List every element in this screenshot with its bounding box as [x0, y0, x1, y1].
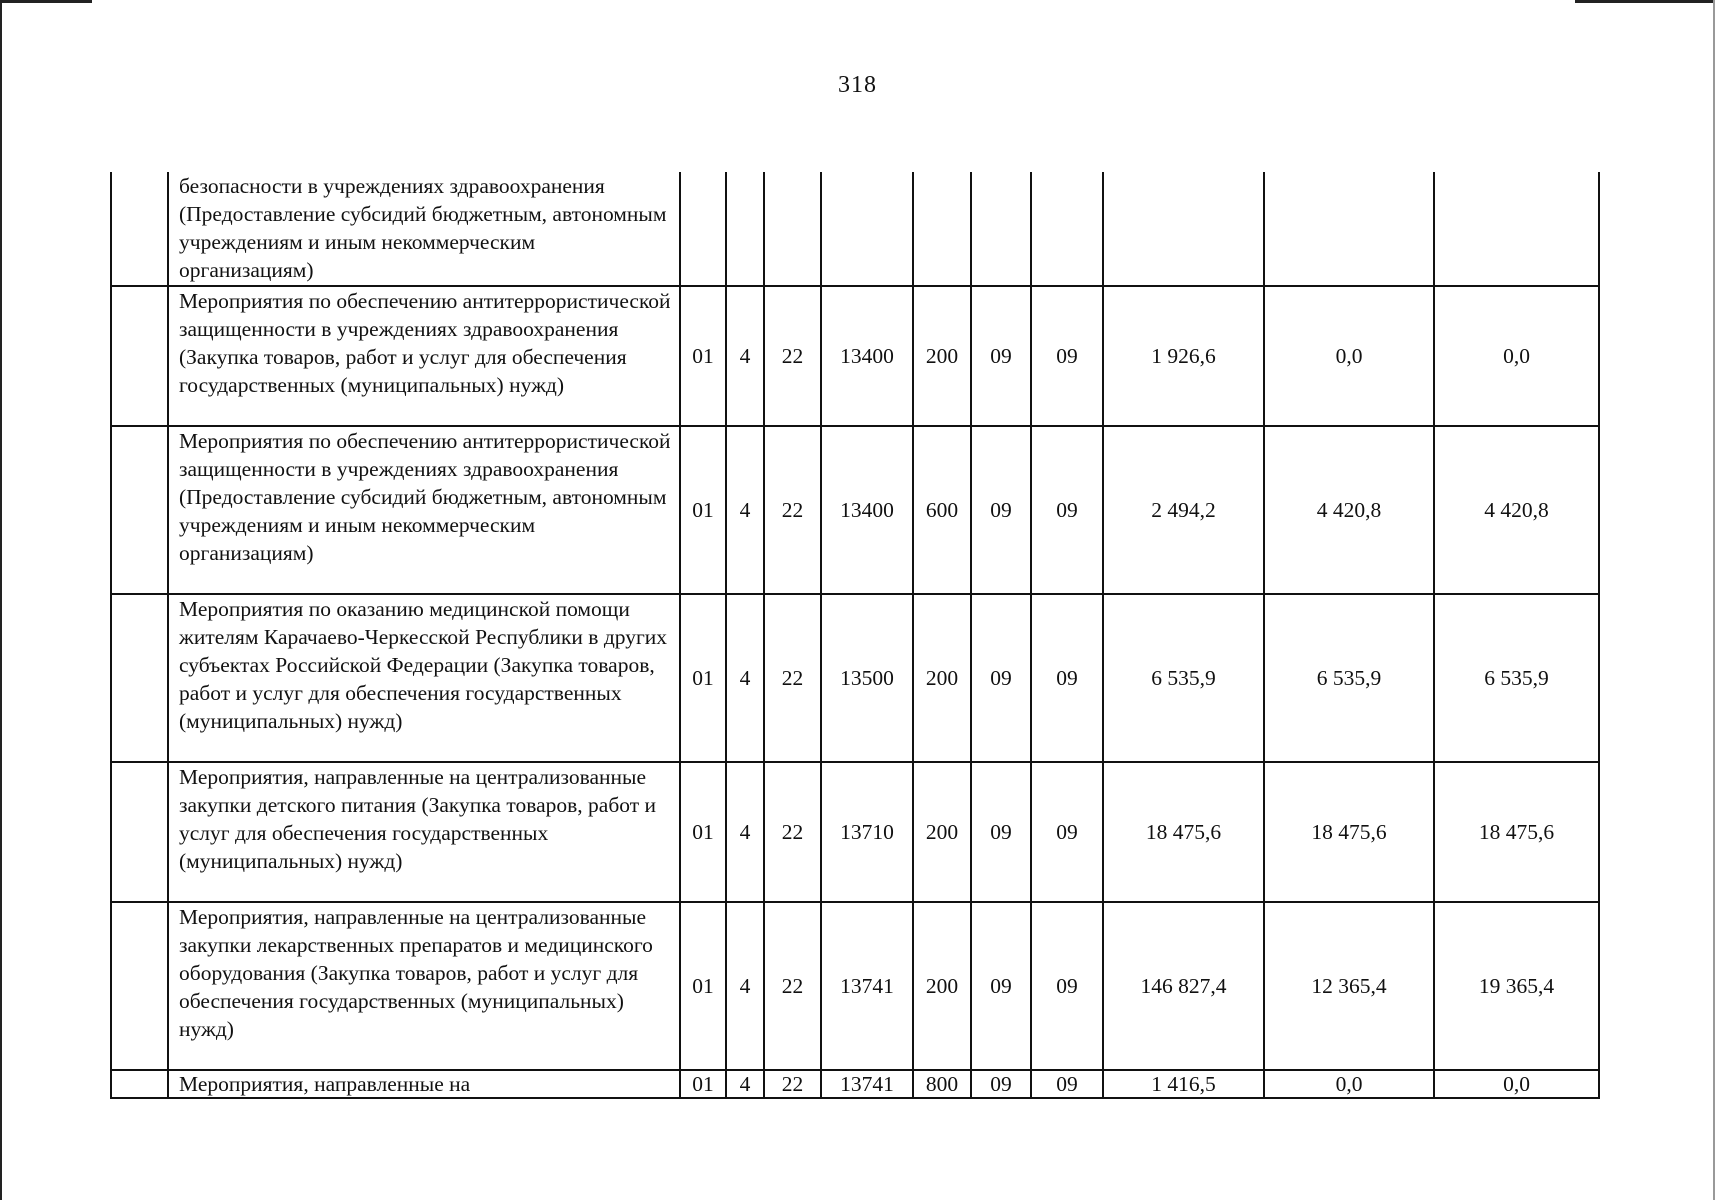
amount-cell: [1264, 172, 1434, 286]
amount-cell: 0,0: [1434, 1070, 1599, 1098]
code-cell: [764, 172, 821, 286]
table-row: [111, 1070, 1599, 1098]
table-row: [111, 902, 1599, 1070]
description-cell: безопасности в учреждениях здравоохранения (Предоставление субсидий бюджетным, автономным учреждениям и иным некоммерческим организациям): [168, 172, 680, 286]
amount-cell: 4 420,8: [1264, 426, 1434, 594]
page-number: 318: [838, 72, 877, 98]
code-cell: 01: [680, 762, 726, 902]
code-cell: 13741: [821, 1070, 913, 1098]
code-cell: 09: [971, 594, 1031, 762]
code-cell: 200: [913, 594, 971, 762]
description-cell: Мероприятия по обеспечению антитеррористической защищенности в учреждениях здравоохранения (Закупка товаров, работ и услуг для обеспечения государственных (муниципальных) нужд): [168, 286, 680, 426]
code-cell: 22: [764, 594, 821, 762]
code-cell: 4: [726, 762, 764, 902]
code-cell: 4: [726, 1070, 764, 1098]
amount-cell: 12 365,4: [1264, 902, 1434, 1070]
amount-cell: 6 535,9: [1264, 594, 1434, 762]
code-cell: [821, 172, 913, 286]
table-row: [111, 172, 1599, 286]
code-cell: 01: [680, 1070, 726, 1098]
scan-border-left: [0, 0, 2, 1200]
code-cell: 09: [1031, 426, 1103, 594]
amount-cell: 0,0: [1264, 1070, 1434, 1098]
code-cell: 01: [680, 594, 726, 762]
code-cell: 600: [913, 426, 971, 594]
amount-cell: 1 416,5: [1103, 1070, 1264, 1098]
code-cell: 13741: [821, 902, 913, 1070]
table-row: [111, 594, 1599, 762]
amount-cell: 146 827,4: [1103, 902, 1264, 1070]
code-cell: [1031, 172, 1103, 286]
description-cell: Мероприятия, направленные на: [168, 1070, 680, 1098]
code-cell: 200: [913, 762, 971, 902]
code-cell: 01: [680, 426, 726, 594]
code-cell: 4: [726, 286, 764, 426]
code-cell: 13400: [821, 286, 913, 426]
amount-cell: 18 475,6: [1264, 762, 1434, 902]
code-cell: 22: [764, 426, 821, 594]
amount-cell: 19 365,4: [1434, 902, 1599, 1070]
code-cell: [680, 172, 726, 286]
code-cell: 09: [971, 902, 1031, 1070]
code-cell: 22: [764, 902, 821, 1070]
code-cell: 01: [680, 902, 726, 1070]
amount-cell: 2 494,2: [1103, 426, 1264, 594]
amount-cell: 0,0: [1434, 286, 1599, 426]
code-cell: 22: [764, 762, 821, 902]
code-cell: 09: [971, 286, 1031, 426]
amount-cell: 18 475,6: [1434, 762, 1599, 902]
budget-table: [110, 172, 1600, 1099]
row-number-cell: [111, 426, 168, 594]
amount-cell: 1 926,6: [1103, 286, 1264, 426]
budget-table-container: [110, 172, 1598, 1099]
row-number-cell: [111, 594, 168, 762]
code-cell: 13400: [821, 426, 913, 594]
code-cell: 13500: [821, 594, 913, 762]
table-row: [111, 762, 1599, 902]
description-cell: Мероприятия, направленные на централизованные закупки лекарственных препаратов и медицинского оборудования (Закупка товаров, работ и услуг для обеспечения государственных (муниципальных) нужд): [168, 902, 680, 1070]
code-cell: 4: [726, 902, 764, 1070]
description-cell: Мероприятия по оказанию медицинской помощи жителям Карачаево-Черкесской Республики в других субъектах Российской Федерации (Закупка товаров, работ и услуг для обеспечения государственных (муниципальных) нужд): [168, 594, 680, 762]
code-cell: 22: [764, 286, 821, 426]
code-cell: 09: [1031, 594, 1103, 762]
code-cell: 13710: [821, 762, 913, 902]
code-cell: 09: [1031, 1070, 1103, 1098]
scan-border-top-right: [1575, 0, 1715, 3]
row-number-cell: [111, 172, 168, 286]
amount-cell: [1434, 172, 1599, 286]
row-number-cell: [111, 1070, 168, 1098]
amount-cell: [1103, 172, 1264, 286]
code-cell: 09: [971, 426, 1031, 594]
code-cell: [971, 172, 1031, 286]
amount-cell: 18 475,6: [1103, 762, 1264, 902]
amount-cell: 6 535,9: [1434, 594, 1599, 762]
code-cell: 4: [726, 594, 764, 762]
code-cell: 09: [1031, 762, 1103, 902]
code-cell: 09: [971, 762, 1031, 902]
code-cell: 800: [913, 1070, 971, 1098]
table-row: [111, 426, 1599, 594]
code-cell: 4: [726, 426, 764, 594]
description-cell: Мероприятия, направленные на централизованные закупки детского питания (Закупка товаров, работ и услуг для обеспечения государственных (муниципальных) нужд): [168, 762, 680, 902]
amount-cell: 0,0: [1264, 286, 1434, 426]
amount-cell: 6 535,9: [1103, 594, 1264, 762]
row-number-cell: [111, 902, 168, 1070]
code-cell: 09: [1031, 902, 1103, 1070]
amount-cell: 4 420,8: [1434, 426, 1599, 594]
code-cell: [726, 172, 764, 286]
code-cell: 200: [913, 286, 971, 426]
code-cell: 09: [1031, 286, 1103, 426]
code-cell: 01: [680, 286, 726, 426]
description-cell: Мероприятия по обеспечению антитеррористической защищенности в учреждениях здравоохранения (Предоставление субсидий бюджетным, автономным учреждениям и иным некоммерческим организациям): [168, 426, 680, 594]
row-number-cell: [111, 286, 168, 426]
code-cell: 09: [971, 1070, 1031, 1098]
table-row: [111, 286, 1599, 426]
code-cell: 22: [764, 1070, 821, 1098]
row-number-cell: [111, 762, 168, 902]
scan-border-top-left: [0, 0, 92, 3]
code-cell: [913, 172, 971, 286]
code-cell: 200: [913, 902, 971, 1070]
